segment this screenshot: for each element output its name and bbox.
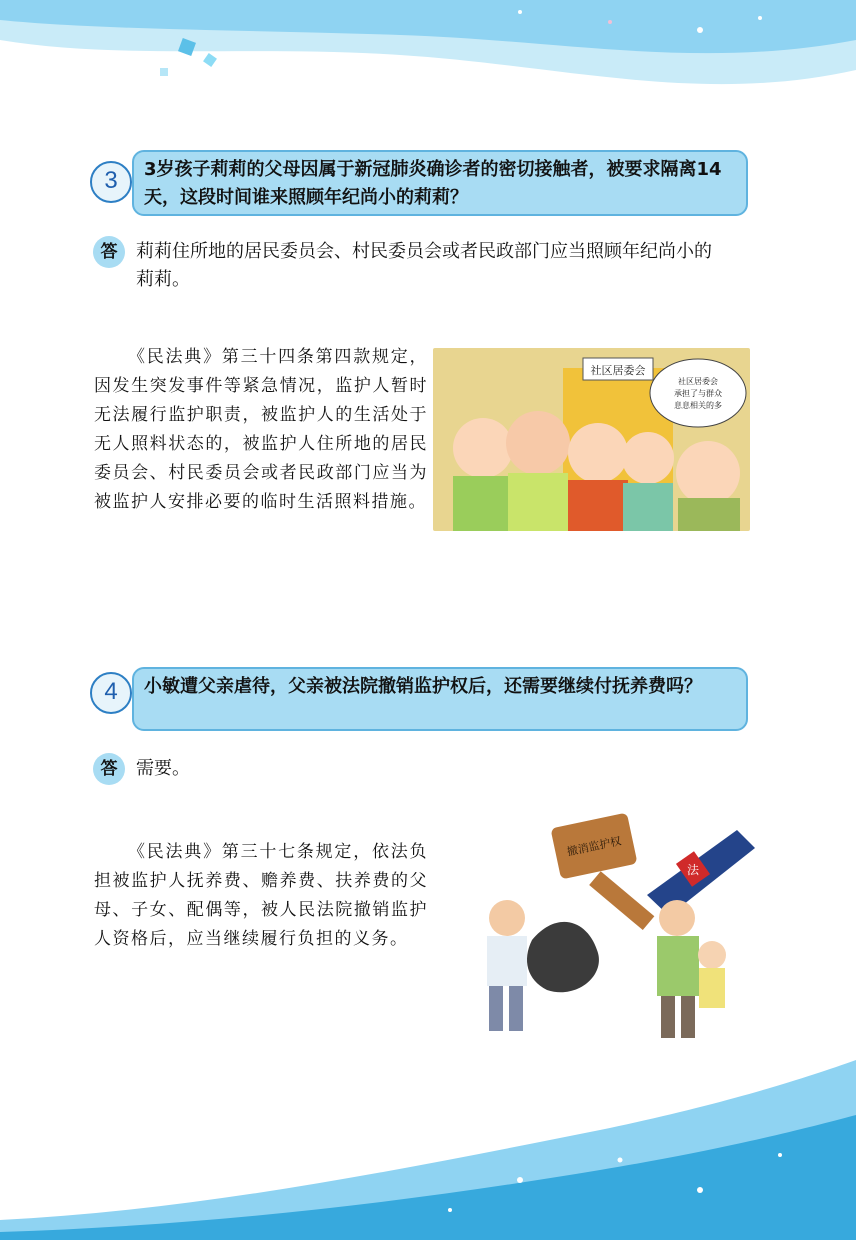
community-committee-illustration <box>433 348 750 531</box>
svg-text:息息相关的多: 息息相关的多 <box>674 401 722 410</box>
explanation-3: 《民法典》第三十四条第四款规定，因发生突发事件等紧急情况，监护人暂时无法履行监护职责，被监护人的生活处于无人照料状态的，被监护人住所地的居民委员会、村民委员会或者民政部门应当为被监护人安排必要的临时生活照料措施。 <box>94 347 428 512</box>
gavel-text: 撤消监护权 <box>565 834 623 859</box>
court-revoke-guardianship-illustration <box>437 800 760 1048</box>
committee-sign: 社区居委会 <box>590 364 646 377</box>
svg-text:社区居委会: 社区居委会 <box>678 377 718 386</box>
explanation-4: 《民法典》第三十七条规定，依法负担被监护人抚养费、赡养费、扶养费的父母、子女、配偶等，被人民法院撤销监护人资格后，应当继续履行负担的义务。 <box>94 842 428 949</box>
answer-label-3: 答 <box>93 236 125 268</box>
answer-text-4: 需要。 <box>136 758 190 779</box>
question-number-3: 3 <box>90 161 132 203</box>
question-box-4: 小敏遭父亲虐待，父亲被法院撤销监护权后，还需要继续付抚养费吗？ <box>132 667 748 731</box>
sleeve-text: 法 <box>686 863 700 877</box>
svg-text:承担了与群众: 承担了与群众 <box>674 389 722 398</box>
bottom-wave-decoration <box>0 1060 856 1240</box>
answer-label-4: 答 <box>93 753 125 785</box>
answer-text-3: 莉莉住所地的居民委员会、村民委员会或者民政部门应当照顾年纪尚小的莉莉。 <box>136 241 712 290</box>
question-number-4: 4 <box>90 672 132 714</box>
top-wave-decoration <box>0 0 856 140</box>
question-box-3: 3岁孩子莉莉的父母因属于新冠肺炎确诊者的密切接触者，被要求隔离14天，这段时间谁来照顾年纪尚小的莉莉？ <box>132 150 748 216</box>
